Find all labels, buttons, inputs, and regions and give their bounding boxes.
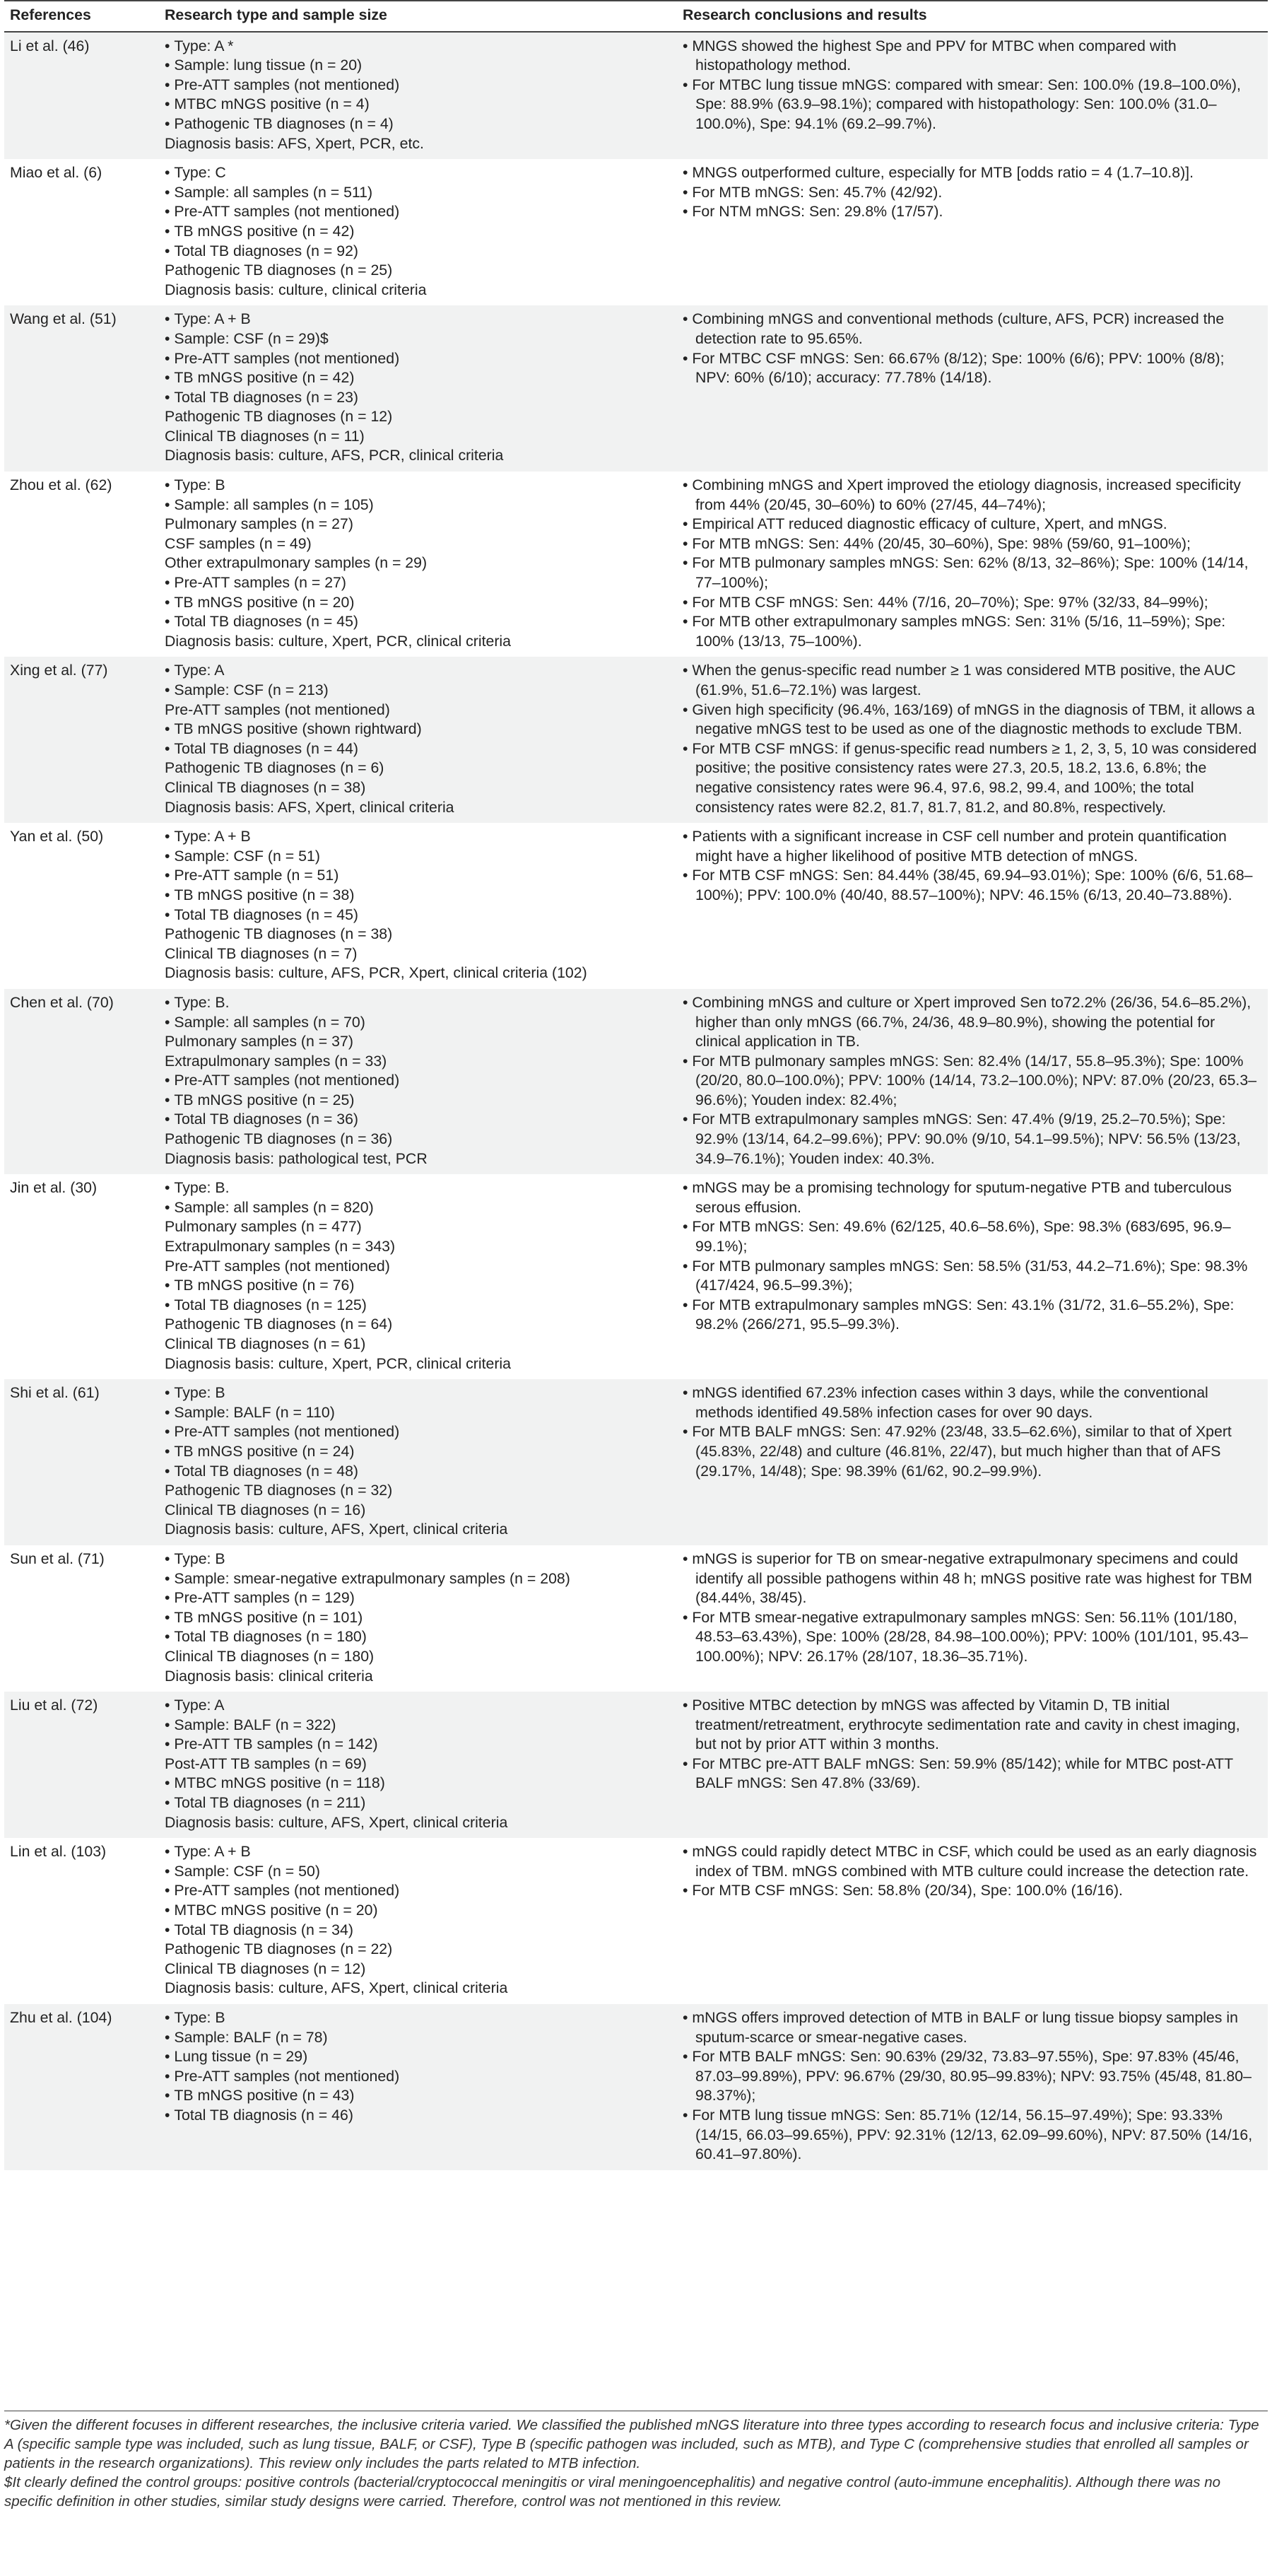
reference-cell [4,1174,159,1379]
sample-detail-line: Diagnosis basis: culture, Xpert, PCR, clinical criteria [165,1354,512,1372]
sample-detail-line: Pathogenic TB diagnoses (n = 32) [165,1482,393,1499]
sample-bullet-item: • Pre-ATT samples (not mentioned) [165,76,671,95]
conclusion-bullet-item: • mNGS is superior for TB on smear-negative extrapulmonary specimens and could identify all possible pathogens within 48 h; mNGS positive rate was highest for TBM (84.44%, 38/45). [683,1550,1262,1608]
sample-bullet-item: • Type: B [165,1383,671,1403]
sample-bullet-item: • Sample: all samples (n = 105) [165,496,671,515]
research-type-cell [159,305,677,472]
conclusion-bullet-item: • For MTB other extrapulmonary samples mNGS: Sen: 31% (5/16, 11–59%); Spe: 100% (13/13, 75–100%). [683,612,1262,651]
sample-bullet-item: • MTBC mNGS positive (n = 4) [165,95,671,115]
sample-bullet-item: • Type: B. [165,1178,671,1198]
sample-detail-line: Extrapulmonary samples (n = 343) [165,1238,396,1255]
conclusion-bullet-item: • For MTB extrapulmonary samples mNGS: Sen: 43.1% (31/72, 31.6–55.2%), Spe: 98.2% (266/271, 95.5–99.3%). [683,1296,1262,1335]
sample-bullet-item: • Type: B [165,1550,671,1569]
table-footnotes [4,2411,1268,2511]
sample-detail-line: Clinical TB diagnoses (n = 61) [165,1335,366,1352]
reference-cell [4,159,159,305]
conclusions-cell [677,1692,1268,1838]
table-row [4,657,1268,823]
conclusions-cell [677,657,1268,823]
sample-bullet-item: • Pre-ATT sample (n = 51) [165,866,671,886]
conclusion-bullet-item: • Combining mNGS and Xpert improved the etiology diagnosis, increased specificity from 44% (20/45, 30–60%) to 60% (27/45, 44–74%); [683,476,1262,515]
sample-bullet-item: • Lung tissue (n = 29) [165,2047,671,2067]
sample-bullet-item: • Total TB diagnoses (n = 45) [165,612,671,632]
sample-bullet-item: • TB mNGS positive (n = 76) [165,1276,671,1296]
reference-label: Zhu et al. (104) [10,2009,112,2026]
sample-bullet-item: • Total TB diagnoses (n = 180) [165,1627,671,1647]
sample-detail-line: Post-ATT TB samples (n = 69) [165,1755,367,1772]
reference-cell [4,1379,159,1545]
conclusion-bullet-item: • For MTB CSF mNGS: Sen: 84.44% (38/45, 69.94–93.01%); Spe: 100% (6/6, 51.68–100%); PPV: 100.0% (40/40, 88.57–100%); NPV: 46.15% (6/13, 20.40–73.88%). [683,866,1262,905]
research-type-cell [159,989,677,1174]
reference-label: Lin et al. (103) [10,1843,107,1861]
sample-bullet-item: • Sample: all samples (n = 511) [165,183,671,203]
sample-bullet-item: • TB mNGS positive (n = 20) [165,593,671,613]
sample-bullet-item: • Sample: BALF (n = 78) [165,2028,671,2048]
conclusion-bullet-item: • Empirical ATT reduced diagnostic efficacy of culture, Xpert, and mNGS. [683,515,1262,534]
sample-detail-line: Pulmonary samples (n = 477) [165,1218,362,1236]
sample-detail-line: Pathogenic TB diagnoses (n = 38) [165,925,393,943]
reference-cell [4,1545,159,1692]
conclusion-bullet-item: • For MTBC lung tissue mNGS: compared with smear: Sen: 100.0% (19.8–100.0%), Spe: 88.9% (63.9–98.1%); compared with histopathology: Sen: 100.0% (31.0–100.0%), Spe: 94.1% (69.2–99.7%). [683,76,1262,134]
conclusions-cell [677,1545,1268,1692]
sample-bullet-item: • Sample: lung tissue (n = 20) [165,56,671,76]
sample-detail-line: Clinical TB diagnoses (n = 11) [165,427,365,445]
conclusion-bullet-item: • For MTB pulmonary samples mNGS: Sen: 58.5% (31/53, 44.2–71.6%); Spe: 98.3% (417/424, 96.5–99.3%); [683,1257,1262,1296]
sample-detail-line: Diagnosis basis: clinical criteria [165,1667,373,1685]
sample-detail-line: Diagnosis basis: culture, AFS, PCR, Xpert, clinical criteria (102) [165,964,587,982]
header-research-type: Research type and sample size [159,1,677,32]
sample-bullet-item: • TB mNGS positive (n = 43) [165,2086,671,2106]
conclusion-bullet-item: • For MTB CSF mNGS: Sen: 58.8% (20/34), Spe: 100.0% (16/16). [683,1881,1262,1901]
sample-bullet-item: • Total TB diagnoses (n = 36) [165,1110,671,1130]
sample-bullet-item: • Sample: CSF (n = 29)$ [165,329,671,349]
footnote-type-definitions: *Given the different focuses in different researches, the inclusive criteria varied. We classified the published mNGS literature into three types according to research focus and inclusive criteria: Type A (specific sample type was included, such as lung tissue, BALF, or CSF), Type B (specific pathogen was included, such as MTB), and Type C (comprehensive studies that enrolled all samples or patients in the research organizations). This review only includes the parts related to MTB infection. [4,2417,1259,2471]
sample-detail-line: Diagnosis basis: AFS, Xpert, PCR, etc. [165,134,424,152]
sample-bullet-item: • Total TB diagnosis (n = 34) [165,1921,671,1940]
sample-detail-line: Pulmonary samples (n = 37) [165,1033,353,1050]
sample-detail-line: Diagnosis basis: culture, Xpert, PCR, clinical criteria [165,632,512,650]
conclusion-bullet-item: • mNGS may be a promising technology for sputum-negative PTB and tuberculous serous effusion. [683,1178,1262,1217]
table-row [4,1838,1268,2004]
reference-label: Sun et al. (71) [10,1550,105,1567]
sample-bullet-item: • Type: A [165,661,671,681]
sample-bullet-item: • Type: A + B [165,827,671,847]
conclusion-bullet-item: • For MTB mNGS: Sen: 44% (20/45, 30–60%), Spe: 98% (59/60, 91–100%); [683,534,1262,554]
conclusions-cell [677,1379,1268,1545]
research-type-cell [159,2004,677,2170]
sample-detail-line: Diagnosis basis: culture, AFS, Xpert, clinical criteria [165,1979,508,1997]
research-type-cell [159,472,677,657]
conclusions-cell [677,1838,1268,2004]
table-row [4,1545,1268,1692]
sample-detail-line: Pulmonary samples (n = 27) [165,515,353,533]
sample-detail-line: Diagnosis basis: culture, AFS, Xpert, clinical criteria [165,1813,508,1831]
sample-bullet-item: • Pre-ATT samples (n = 27) [165,573,671,593]
reference-cell [4,657,159,823]
reference-cell [4,989,159,1174]
conclusions-cell [677,472,1268,657]
reference-label: Zhou et al. (62) [10,476,112,494]
sample-bullet-item: • Sample: CSF (n = 51) [165,847,671,867]
sample-detail-line: Pathogenic TB diagnoses (n = 6) [165,759,384,777]
table-row [4,2004,1268,2170]
reference-cell [4,305,159,472]
sample-detail-line: Other extrapulmonary samples (n = 29) [165,554,428,572]
sample-bullet-item: • Total TB diagnoses (n = 45) [165,906,671,925]
sample-bullet-item: • Total TB diagnoses (n = 211) [165,1793,671,1813]
conclusion-bullet-item: • For MTB lung tissue mNGS: Sen: 85.71% (12/14, 56.15–97.49%); Spe: 93.33% (14/15, 66.03–99.65%), PPV: 92.31% (12/13, 62.09–99.60%), NPV: 87.50% (14/16, 60.41–97.80%). [683,2106,1262,2165]
sample-bullet-item: • Sample: CSF (n = 50) [165,1862,671,1882]
sample-detail-line: Extrapulmonary samples (n = 33) [165,1052,387,1070]
sample-bullet-item: • Sample: smear-negative extrapulmonary samples (n = 208) [165,1569,671,1589]
sample-bullet-item: • Pre-ATT samples (not mentioned) [165,202,671,222]
conclusion-bullet-item: • For MTB extrapulmonary samples mNGS: Sen: 47.4% (9/19, 25.2–70.5%); Spe: 92.9% (13/14, 64.2–99.6%); PPV: 90.0% (9/10, 54.1–99.5%); NPV: 56.5% (13/23, 34.9–76.1%); Youden index: 40.3%. [683,1110,1262,1169]
sample-bullet-item: • TB mNGS positive (shown rightward) [165,720,671,739]
sample-bullet-item: • Total TB diagnosis (n = 46) [165,2106,671,2126]
sample-bullet-item: • Total TB diagnoses (n = 92) [165,242,671,262]
table-row [4,1174,1268,1379]
sample-detail-line: Clinical TB diagnoses (n = 16) [165,1501,366,1518]
table-row [4,305,1268,472]
sample-bullet-item: • Type: A + B [165,1842,671,1862]
sample-detail-line: Clinical TB diagnoses (n = 180) [165,1647,375,1665]
sample-bullet-item: • Type: B [165,2008,671,2028]
sample-bullet-item: • Sample: BALF (n = 322) [165,1716,671,1735]
table-row [4,823,1268,989]
conclusion-bullet-item: • Combining mNGS and conventional methods (culture, AFS, PCR) increased the detection rate to 95.65%. [683,310,1262,349]
sample-bullet-item: • TB mNGS positive (n = 42) [165,368,671,388]
sample-detail-line: Diagnosis basis: culture, AFS, Xpert, clinical criteria [165,1521,508,1538]
sample-bullet-item: • TB mNGS positive (n = 25) [165,1091,671,1111]
sample-bullet-item: • Sample: all samples (n = 70) [165,1013,671,1033]
conclusion-bullet-item: • Patients with a significant increase in CSF cell number and protein quantification might have a higher likelihood of positive MTB detection of mNGS. [683,827,1262,866]
conclusion-bullet-item: • For MTB pulmonary samples mNGS: Sen: 82.4% (14/17, 55.8–95.3%); Spe: 100% (20/20, 80.0–100.0%); PPV: 100% (14/14, 73.2–100.0%); NPV: 87.0% (20/23, 65.3–96.6%); Youden index: 82.4%; [683,1052,1262,1111]
conclusion-bullet-item: • For MTB smear-negative extrapulmonary samples mNGS: Sen: 56.11% (101/180, 48.53–63.43%), Spe: 100% (28/28, 84.98–100.00%); PPV: 100% (101/101, 95.43–100.00%); NPV: 26.17% (28/107, 18.36–35.71%). [683,1608,1262,1667]
sample-bullet-item: • Type: B [165,476,671,496]
sample-bullet-item: • Type: B. [165,993,671,1013]
research-type-cell [159,159,677,305]
reference-cell [4,823,159,989]
table-row [4,32,1268,160]
conclusion-bullet-item: • When the genus-specific read number ≥ 1 was considered MTB positive, the AUC (61.9%, 51.6–72.1%) was largest. [683,661,1262,700]
reference-label: Liu et al. (72) [10,1697,98,1714]
sample-detail-line: Diagnosis basis: pathological test, PCR [165,1149,428,1167]
research-type-cell [159,32,677,160]
sample-bullet-item: • Pre-ATT samples (n = 129) [165,1588,671,1608]
sample-bullet-item: • Pre-ATT samples (not mentioned) [165,1071,671,1091]
conclusion-bullet-item: • For MTB CSF mNGS: if genus-specific read numbers ≥ 1, 2, 3, 5, 10 was considered positive; the positive consistency rates were 27.3, 20.5, 18.2, 13.6, 6.8%; the negative consistency rates were 96.4, 97.6, 98.2, 99.4, and 100%; the total consistency rates were 82.2, 81.7, 81.7, 81.2, and 80.8%, respectively. [683,739,1262,817]
conclusion-bullet-item: • For MTBC CSF mNGS: Sen: 66.67% (8/12); Spe: 100% (6/6); PPV: 100% (8/8); NPV: 60% (6/10); accuracy: 77.78% (14/18). [683,349,1262,388]
sample-bullet-item: • Total TB diagnoses (n = 48) [165,1462,671,1482]
conclusion-bullet-item: • mNGS identified 67.23% infection cases within 3 days, while the conventional methods identified 49.58% infection cases for over 90 days. [683,1383,1262,1422]
sample-bullet-item: • Pre-ATT samples (not mentioned) [165,1422,671,1442]
research-type-cell [159,823,677,989]
studies-table [4,0,1268,2170]
reference-label: Li et al. (46) [10,37,90,54]
reference-label: Xing et al. (77) [10,662,108,679]
sample-detail-line: Clinical TB diagnoses (n = 7) [165,944,358,962]
sample-bullet-item: • Total TB diagnoses (n = 44) [165,739,671,759]
conclusion-bullet-item: • Positive MTBC detection by mNGS was affected by Vitamin D, TB initial treatment/retreatment, erythrocyte sedimentation rate and cavity in chest imaging, but not by prior ATT within 3 months. [683,1696,1262,1755]
reference-label: Miao et al. (6) [10,164,102,182]
reference-cell [4,1692,159,1838]
sample-detail-line: Pathogenic TB diagnoses (n = 12) [165,408,393,426]
sample-detail-line: Pathogenic TB diagnoses (n = 25) [165,262,393,279]
sample-bullet-item: • Sample: all samples (n = 820) [165,1198,671,1218]
reference-label: Shi et al. (61) [10,1384,100,1402]
header-conclusions: Research conclusions and results [677,1,1268,32]
conclusion-bullet-item: • For MTB CSF mNGS: Sen: 44% (7/16, 20–70%); Spe: 97% (32/33, 84–99%); [683,593,1262,613]
sample-bullet-item: • TB mNGS positive (n = 24) [165,1442,671,1462]
reference-label: Chen et al. (70) [10,993,114,1011]
sample-bullet-item: • TB mNGS positive (n = 38) [165,886,671,906]
conclusion-bullet-item: • For MTB mNGS: Sen: 49.6% (62/125, 40.6–58.6%), Spe: 98.3% (683/695, 96.9–99.1%); [683,1217,1262,1256]
reference-cell [4,1838,159,2004]
sample-detail-line: Diagnosis basis: AFS, Xpert, clinical criteria [165,798,454,816]
table-row [4,159,1268,305]
conclusions-cell [677,823,1268,989]
conclusions-cell [677,305,1268,472]
table-row [4,1692,1268,1838]
conclusion-bullet-item: • mNGS offers improved detection of MTB in BALF or lung tissue biopsy samples in sputum-scarce or smear-negative cases. [683,2008,1262,2047]
sample-detail-line: Pre-ATT samples (not mentioned) [165,1257,390,1275]
sample-bullet-item: • Pre-ATT TB samples (n = 142) [165,1735,671,1755]
sample-bullet-item: • Sample: BALF (n = 110) [165,1403,671,1423]
conclusion-bullet-item: • mNGS could rapidly detect MTBC in CSF, which could be used as an early diagnosis index of TBM. mNGS combined with MTB culture could increase the detection rate. [683,1842,1262,1881]
sample-bullet-item: • Type: A [165,1696,671,1716]
conclusion-bullet-item: • For MTB BALF mNGS: Sen: 47.92% (23/48, 33.5–62.6%), similar to that of Xpert (45.83%, 22/48) and culture (46.81%, 22/47), but much higher than that of AFS (29.17%, 14/48); Spe: 98.39% (61/62, 90.2–99.9%). [683,1422,1262,1481]
sample-bullet-item: • Pre-ATT samples (not mentioned) [165,1881,671,1901]
conclusion-bullet-item: • For MTB mNGS: Sen: 45.7% (42/92). [683,183,1262,203]
reference-label: Jin et al. (30) [10,1179,98,1197]
sample-bullet-item: • Pathogenic TB diagnoses (n = 4) [165,115,671,134]
conclusion-bullet-item: • Given high specificity (96.4%, 163/169) of mNGS in the diagnosis of TBM, it allows a negative mNGS test to be used as one of the diagnostic methods to exclude TBM. [683,701,1262,739]
sample-detail-line: Diagnosis basis: culture, AFS, PCR, clinical criteria [165,447,504,464]
sample-bullet-item: • Type: A * [165,37,671,57]
conclusion-bullet-item: • For MTBC pre-ATT BALF mNGS: Sen: 59.9% (85/142); while for MTBC post-ATT BALF mNGS: Sen 47.8% (33/69). [683,1755,1262,1793]
conclusions-cell [677,2004,1268,2170]
sample-bullet-item: • Sample: CSF (n = 213) [165,681,671,701]
table-row [4,989,1268,1174]
research-type-cell [159,1545,677,1692]
conclusion-bullet-item: • For MTB pulmonary samples mNGS: Sen: 62% (8/13, 32–86%); Spe: 100% (14/14, 77–100%); [683,554,1262,592]
reference-cell [4,32,159,160]
sample-detail-line: Clinical TB diagnoses (n = 38) [165,778,366,796]
conclusions-cell [677,159,1268,305]
conclusions-cell [677,989,1268,1174]
conclusion-bullet-item: • MNGS outperformed culture, especially for MTB [odds ratio = 4 (1.7–10.8)]. [683,163,1262,183]
sample-bullet-item: • MTBC mNGS positive (n = 118) [165,1774,671,1793]
sample-bullet-item: • TB mNGS positive (n = 101) [165,1608,671,1628]
conclusions-cell [677,32,1268,160]
sample-bullet-item: • Pre-ATT samples (not mentioned) [165,349,671,369]
conclusion-bullet-item: • Combining mNGS and culture or Xpert improved Sen to72.2% (26/36, 54.6–85.2%), higher than only mNGS (66.7%, 24/36, 48.9–80.9%), showing the potential for clinical application in TB. [683,993,1262,1052]
research-type-cell [159,1174,677,1379]
table-header-row [4,1,1268,32]
reference-label: Yan et al. (50) [10,828,104,845]
sample-bullet-item: • TB mNGS positive (n = 42) [165,222,671,242]
reference-cell [4,472,159,657]
header-references: References [4,1,159,32]
table-body [4,32,1268,2170]
sample-bullet-item: • MTBC mNGS positive (n = 20) [165,1901,671,1921]
sample-detail-line: Pathogenic TB diagnoses (n = 22) [165,1940,393,1958]
sample-bullet-item: • Type: C [165,163,671,183]
sample-detail-line: Diagnosis basis: culture, clinical criteria [165,281,427,298]
sample-bullet-item: • Pre-ATT samples (not mentioned) [165,2067,671,2087]
table-row [4,472,1268,657]
sample-bullet-item: • Total TB diagnoses (n = 125) [165,1296,671,1316]
reference-label: Wang et al. (51) [10,310,117,328]
sample-bullet-item: • Type: A + B [165,310,671,329]
conclusion-bullet-item: • For NTM mNGS: Sen: 29.8% (17/57). [683,202,1262,222]
research-type-cell [159,1692,677,1838]
research-type-cell [159,657,677,823]
sample-detail-line: Clinical TB diagnoses (n = 12) [165,1960,366,1977]
sample-detail-line: Pre-ATT samples (not mentioned) [165,701,390,718]
table-row [4,1379,1268,1545]
sample-detail-line: Pathogenic TB diagnoses (n = 36) [165,1130,393,1148]
research-type-cell [159,1379,677,1545]
reference-cell [4,2004,159,2170]
conclusions-cell [677,1174,1268,1379]
sample-detail-line: CSF samples (n = 49) [165,534,312,552]
sample-detail-line: Pathogenic TB diagnoses (n = 64) [165,1316,393,1333]
conclusion-bullet-item: • MNGS showed the highest Spe and PPV for MTBC when compared with histopathology method. [683,37,1262,76]
footnote-control-groups: $It clearly defined the control groups: positive controls (bacterial/cryptococcal meningitis or viral meningoencephalitis) and negative control (auto-immune encephalitis). Although there was no specific definition in other studies, similar study designs were carried. Therefore, control was not mentioned in this review. [4,2474,1220,2510]
research-type-cell [159,1838,677,2004]
conclusion-bullet-item: • For MTB BALF mNGS: Sen: 90.63% (29/32, 73.83–97.55%), Spe: 97.83% (45/46, 87.03–99.89%), PPV: 96.67% (29/30, 80.95–99.83%); NPV: 93.75% (45/48, 81.80–98.37%); [683,2047,1262,2106]
sample-bullet-item: • Total TB diagnoses (n = 23) [165,388,671,408]
